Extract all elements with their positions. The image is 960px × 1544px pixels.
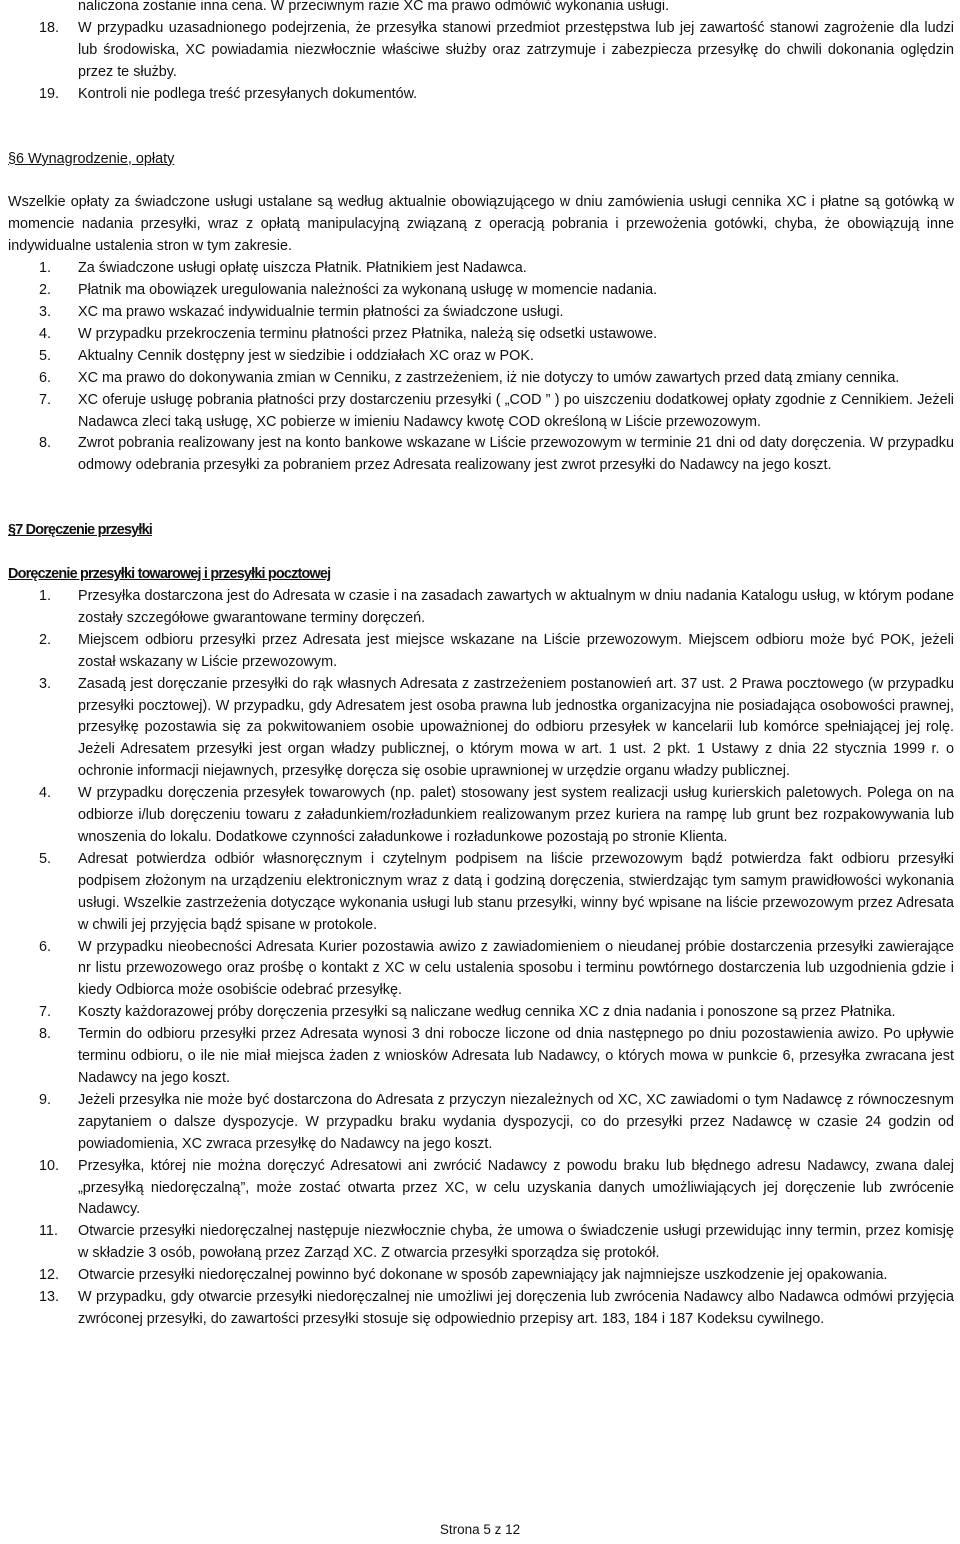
- list-number: 4.: [39, 325, 52, 342]
- list-text: Kontroli nie podlega treść przesyłanych dokumentów.: [78, 85, 418, 102]
- section-6-intro: Wszelkie opłaty za świadczone usługi ustalane są według aktualnie obowiązującego w dniu zamówienia usługi cennika XC i płatne są gotówką w momencie nadania przesyłki, wraz z opłatą manipulacyjną związaną z operacją pobrania i przewożenia gotówki, chyba, że obowiązują inne indywidualne ustalenia stron w tym zakresie.: [8, 194, 954, 255]
- section-7-item: [8, 1265, 954, 1287]
- section-6-item: [8, 346, 954, 368]
- list-text: Przesyłka, której nie można doręczyć Adresatowi ani zwrócić Nadawcy z powodu braku lub błędnego adresu Nadawcy, zwana dalej „przesyłką niedoręczalną”, może zostać otwarta przez XC, w celu uzyskania danych umożliwiających jej doręczenie lub zwrócenie Nadawcy.: [78, 1157, 954, 1218]
- section-7-item: [8, 1156, 954, 1222]
- list-number: 12.: [39, 1267, 60, 1284]
- list-number: 7.: [39, 1004, 52, 1021]
- section-7-heading: §7 Doręczenie przesyłki: [8, 522, 152, 539]
- list-item-18: [8, 18, 954, 84]
- list-number: 2.: [39, 631, 52, 648]
- section-7-item: [8, 674, 954, 784]
- continuation-text: naliczona zostanie inna cena. W przeciwnym razie XC ma prawo odmówić wykonania usługi.: [78, 0, 670, 14]
- document-body: [8, 0, 954, 1331]
- list-number: 7.: [39, 391, 52, 408]
- list-number: 4.: [39, 785, 52, 802]
- list-number: 18.: [39, 19, 60, 36]
- list-text: W przypadku doręczenia przesyłek towarowych (np. palet) stosowany jest system realizacji usług kurierskich paletowych. Polega on na odbiorze i/lub doręczeniu towaru z załadunkiem/rozładunkiem realizowanym przez kuriera na rampę lub grunt bez rozpakowywania lub wnoszenia do lokalu. Dodatkowe czynności załadunkowe i rozładunkowe pozostają po stronie Klienta.: [78, 785, 954, 845]
- section-6-item: [8, 324, 954, 346]
- list-text: Adresat potwierdza odbiór własnoręcznym i czytelnym podpisem na liście przewozowym bądź potwierdza fakt odbioru przesyłki podpisem złożonym na urządzeniu elektronicznym wraz z datą i godziną doręczenia, stwierdzając tym samym prawidłowości wykonania usługi. Wszelkie zastrzeżenia dotyczące wykonania usługi lub stanu przesyłki, winny być wpisane na liście przewozowym przez Adresata w chwili jej przyjęcia bądź spisane w protokole.: [78, 850, 954, 933]
- section-7-item: [8, 1002, 954, 1024]
- section-7-item: [8, 937, 954, 1003]
- list-number: 2.: [39, 282, 52, 299]
- list-text: Otwarcie przesyłki niedoręczalnej powinno być dokonane w sposób zapewniający jak najmniejsze uszkodzenie jej opakowania.: [78, 1267, 888, 1284]
- section-6-heading: §6 Wynagrodzenie, opłaty: [8, 150, 175, 167]
- list-text: XC ma prawo do dokonywania zmian w Cenniku, z zastrzeżeniem, iż nie dotyczy to umów zawartych przed datą zmiany cennika.: [78, 369, 900, 386]
- list-text: Miejscem odbioru przesyłki przez Adresata jest miejsce wskazane na Liście przewozowym. Miejscem odbioru może być POK, jeżeli został wskazany w Liście przewozowym.: [78, 631, 954, 670]
- section-7-item: [8, 1024, 954, 1090]
- section-6-item: [8, 368, 954, 390]
- list-text: W przypadku przekroczenia terminu płatności przez Płatnika, należą się odsetki ustawowe.: [78, 325, 658, 342]
- list-text: Koszty każdorazowej próby doręczenia przesyłki są naliczane według cennika XC z dnia nadania i ponoszone są przez Płatnika.: [78, 1004, 896, 1021]
- list-text: XC ma prawo wskazać indywidualnie termin płatności za świadczone usługi.: [78, 303, 564, 320]
- section-6-item: [8, 280, 954, 302]
- section-6-item: [8, 258, 954, 280]
- list-number: 6.: [39, 369, 52, 386]
- list-number: 9.: [39, 1091, 52, 1108]
- list-number: 5.: [39, 347, 52, 364]
- list-text: Płatnik ma obowiązek uregulowania należności za wykonaną usługę w momencie nadania.: [78, 282, 658, 299]
- section-6-item: [8, 390, 954, 434]
- list-number: 6.: [39, 938, 52, 955]
- section-7-item: [8, 1221, 954, 1265]
- list-text: Za świadczone usługi opłatę uiszcza Płatnik. Płatnikiem jest Nadawca.: [78, 260, 527, 277]
- section-7-item: [8, 586, 954, 630]
- section-7-item: [8, 849, 954, 937]
- section-7-item: [8, 1287, 954, 1331]
- list-number: 3.: [39, 303, 52, 320]
- list-text: Zwrot pobrania realizowany jest na konto bankowe wskazane w Liście przewozowym w terminie 21 dni od daty doręczenia. W przypadku odmowy odebrania przesyłki za pobraniem przez Adresata realizowany jest zwrot przesyłki do Nadawcy na jego koszt.: [78, 435, 954, 474]
- list-number: 8.: [39, 1026, 52, 1043]
- section-6-item: [8, 302, 954, 324]
- list-number: 5.: [39, 850, 52, 867]
- list-number: 8.: [39, 435, 52, 452]
- section-7-subheading: Doręczenie przesyłki towarowej i przesyłki pocztowej: [8, 566, 331, 583]
- section-6-item: [8, 433, 954, 477]
- list-number: 3.: [39, 675, 52, 692]
- list-text: W przypadku nieobecności Adresata Kurier pozostawia awizo z zawiadomieniem o nieudanej próbie dostarczenia przesyłki zawierające nr listu przewozowego oraz prośbę o kontakt z XC w celu ustalenia sposobu i terminu powtórnego dostarczenia lub uzgodnienia gdzie i kiedy Odbiorca może osobiście odebrać przesyłkę.: [78, 938, 954, 999]
- list-number: 10.: [39, 1157, 60, 1174]
- list-text: W przypadku uzasadnionego podejrzenia, że przesyłka stanowi przedmiot przestępstwa lub jej zawartość stanowi zagrożenie dla ludzi lub środowiska, XC powiadamia niezwłocznie właściwe służby oraz zatrzymuje i zabezpiecza przesyłkę do chwili dokonania oględzin przez te służby.: [78, 19, 954, 80]
- list-item-19: [8, 84, 954, 106]
- list-text: W przypadku, gdy otwarcie przesyłki niedoręczalnej nie umożliwi jej doręczenia lub zwrócenia Nadawcy albo Nadawca odmówi przyjęcia zwróconej przesyłki, do zawartości przesyłki stosuje się odpowiednio przepisy art. 183, 184 i 187 Kodeksu cywilnego.: [78, 1289, 954, 1327]
- list-text: Zasadą jest doręczanie przesyłki do rąk własnych Adresata z zastrzeżeniem postanowień art. 37 ust. 2 Prawa pocztowego (w przypadku przesyłki pocztowej). W przypadku, gdy Adresatem jest osoba prawna lub jednostka organizacyjna nie posiadająca osobowości prawnej, przesyłkę pozostawia się za pokwitowaniem osobie upoważnionej do odbioru przesyłek w kancelarii lub komórce spełniającej jej rolę. Jeżeli Adresatem przesyłki jest organ władzy publicznej, o którym mowa w art. 1 ust. 2 pkt. 1 Ustawy z dnia 22 stycznia 1999 r. o ochronie informacji niejawnych, przesyłkę doręcza się osobie uprawnionej w urzędzie organu władzy publicznej.: [78, 675, 954, 780]
- list-number: 1.: [39, 260, 52, 277]
- list-text: Aktualny Cennik dostępny jest w siedzibie i oddziałach XC oraz w POK.: [78, 347, 534, 364]
- list-number: 19.: [39, 85, 60, 102]
- list-text: XC oferuje usługę pobrania płatności przy dostarczeniu przesyłki ( „COD ” ) po uiszczeniu dodatkowej opłaty zgodnie z Cennikiem. Jeżeli Nadawca zleci taką usługę, XC pobierze w imieniu Nadawcy kwotę COD określoną w Liście przewozowym.: [78, 391, 954, 430]
- list-text: Otwarcie przesyłki niedoręczalnej następuje niezwłocznie chyba, że umowa o świadczenie usługi przewidując inny termin, przez komisję w składzie 3 osób, powołaną przez Zarząd XC. Z otwarcia przesyłki sporządza się protokół.: [78, 1223, 954, 1262]
- page-number-footer: Strona 5 z 12: [439, 1522, 521, 1537]
- list-number: 1.: [39, 588, 52, 605]
- list-text: Przesyłka dostarczona jest do Adresata w czasie i na zasadach zawartych w aktualnym w dniu nadania Katalogu usług, w którym podane zostały szczegółowe gwarantowane terminy doręczeń.: [78, 588, 954, 626]
- section-7-item: [8, 1090, 954, 1156]
- list-number: 11.: [39, 1223, 58, 1240]
- list-number: 13.: [39, 1289, 60, 1306]
- section-7-item: [8, 630, 954, 674]
- section-7-item: [8, 783, 954, 849]
- list-text: Termin do odbioru przesyłki przez Adresata wynosi 3 dni robocze liczone od dnia następnego po dniu pozostawienia awizo. Po upływie terminu odbioru, o ile nie miał miejsca żaden z wniosków Adresata lub Nadawcy, o których mowa w punkcie 6, przesyłka zwracana jest Nadawcy na jego koszt.: [78, 1026, 954, 1086]
- list-text: Jeżeli przesyłka nie może być dostarczona do Adresata z przyczyn niezależnych od XC, XC zawiadomi o tym Nadawcę z równoczesnym zapytaniem o dalsze dyspozycje. W przypadku braku wydania dyspozycji, co do przesyłki przez Nadawcę w czasie 24 godzin od powiadomienia, XC zwraca przesyłkę do Nadawcy na jego koszt.: [78, 1091, 954, 1152]
